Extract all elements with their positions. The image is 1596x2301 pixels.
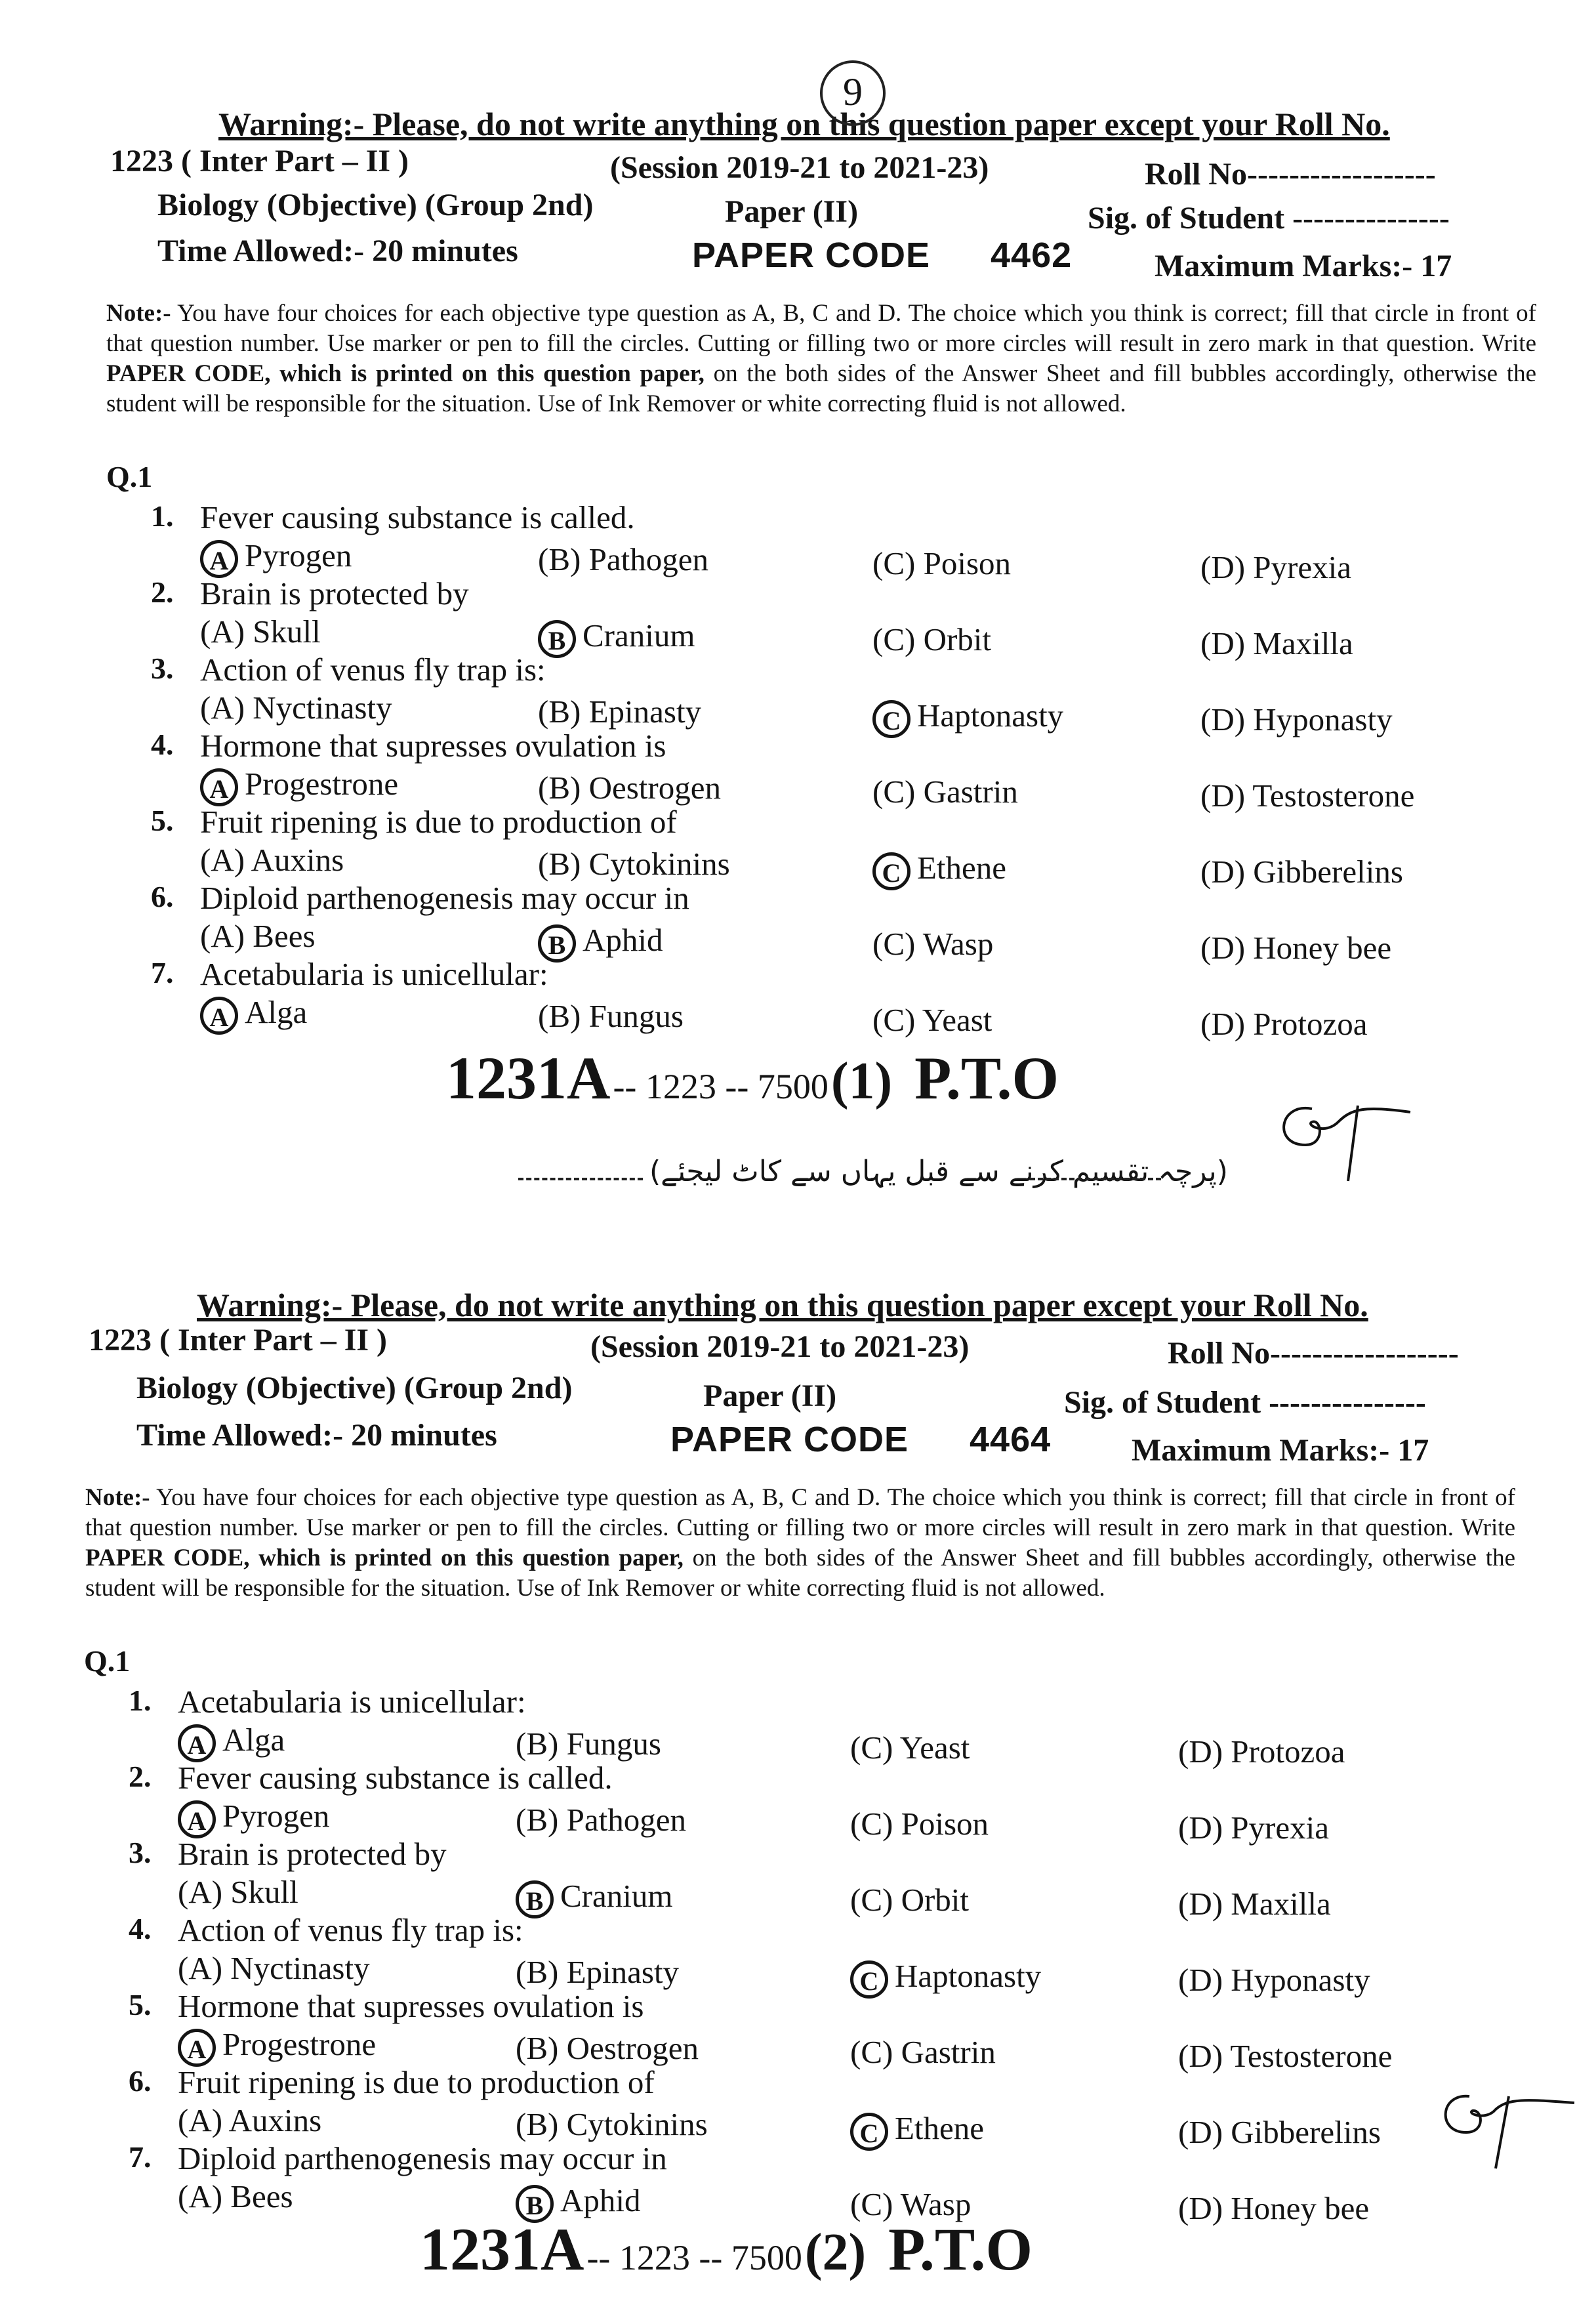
question-text: Diploid parthenogenesis may occur in — [178, 2140, 667, 2176]
option-text: Alga — [222, 1722, 285, 1758]
roll-no: Roll No------------------ — [1168, 1336, 1459, 1371]
footer-page: (1) — [830, 1052, 893, 1110]
option-text: Auxins — [228, 2102, 322, 2138]
option-a[interactable] — [178, 1721, 285, 1762]
option-a[interactable] — [178, 1949, 370, 1987]
option-c[interactable] — [872, 925, 993, 963]
option-c[interactable] — [850, 2033, 996, 2071]
option-d[interactable] — [1200, 549, 1351, 586]
selected-answer-circle[interactable]: C — [850, 1960, 888, 1999]
question-number: 4. — [151, 728, 174, 761]
option-text: Epinasty — [566, 1954, 680, 1990]
selected-answer-circle[interactable]: B — [538, 924, 576, 963]
option-letter: (C) — [850, 1730, 900, 1766]
option-d[interactable] — [1178, 2189, 1369, 2227]
maximum-marks: Maximum Marks:- 17 — [1132, 1433, 1429, 1468]
option-text: Skull — [230, 1874, 298, 1910]
option-text: Poison — [923, 545, 1012, 581]
option-b[interactable] — [516, 2029, 699, 2067]
option-d[interactable] — [1178, 1885, 1331, 1922]
option-c[interactable] — [850, 1805, 989, 1842]
selected-answer-circle[interactable]: A — [178, 1800, 216, 1838]
option-text: Yeast — [899, 1730, 970, 1766]
option-text: Cranium — [583, 617, 695, 653]
option-letter: (A) — [200, 613, 253, 650]
option-letter: (B) — [516, 2030, 567, 2066]
footer-page: (2) — [804, 2224, 867, 2281]
footer-serial: -- 1223 -- 7500 — [586, 2238, 802, 2277]
option-letter: (C) — [872, 926, 923, 962]
option-text: Epinasty — [588, 694, 702, 730]
option-b[interactable] — [538, 769, 721, 806]
option-b[interactable] — [538, 921, 663, 963]
option-text: Gibberelins — [1253, 854, 1403, 890]
option-letter: (B) — [538, 541, 589, 577]
option-letter: (A) — [200, 690, 253, 726]
option-c[interactable] — [872, 621, 991, 658]
question-number: 6. — [129, 2064, 152, 2098]
option-letter: (A) — [200, 842, 251, 878]
question-number: 5. — [129, 1988, 152, 2021]
option-d[interactable] — [1178, 1961, 1370, 1999]
option-a[interactable] — [200, 841, 344, 879]
question-text: Fever causing substance is called. — [178, 1760, 613, 1796]
session: (Session 2019-21 to 2021-23) — [590, 1329, 970, 1364]
option-b[interactable] — [538, 541, 708, 578]
option-a[interactable] — [200, 537, 352, 578]
paper-code: 4462 — [991, 236, 1073, 275]
option-d[interactable] — [1200, 929, 1391, 966]
option-b[interactable] — [538, 997, 684, 1035]
option-letter: (B) — [538, 694, 589, 730]
option-text: Pyrogen — [245, 537, 352, 573]
selected-answer-circle[interactable]: A — [178, 2029, 216, 2067]
option-text: Honey bee — [1253, 930, 1392, 966]
question-number: 6. — [151, 880, 174, 913]
footer — [420, 2214, 1033, 2284]
option-letter: (C) — [850, 2186, 901, 2222]
option-a[interactable] — [200, 993, 307, 1035]
question-text: Fever causing substance is called. — [200, 499, 635, 535]
warning-text: Warning:- Please, do not write anything on this question paper except your Roll No. — [218, 106, 1390, 142]
question-number: 1. — [151, 499, 174, 533]
question-number: 3. — [129, 1836, 152, 1869]
option-text: Ethene — [917, 850, 1007, 886]
option-letter: (D) — [1200, 701, 1254, 737]
option-a[interactable] — [178, 1797, 329, 1838]
student-signature: Sig. of Student --------------- — [1088, 201, 1450, 236]
option-text: Wasp — [900, 2186, 972, 2222]
question-number: 3. — [151, 652, 174, 685]
question-text: Acetabularia is unicellular: — [178, 1684, 526, 1720]
option-text: Orbit — [901, 1882, 970, 1918]
option-letter: (D) — [1178, 1886, 1231, 1922]
option-text: Gastrin — [923, 774, 1018, 810]
option-text: Haptonasty — [895, 1958, 1042, 1994]
option-d[interactable] — [1200, 625, 1353, 662]
option-text: Pathogen — [588, 541, 708, 577]
option-letter: (D) — [1178, 1810, 1231, 1846]
option-letter: (D) — [1200, 1006, 1254, 1042]
note-text-bold: PAPER CODE, which is printed on this question paper, — [85, 1544, 684, 1571]
question-number: 1. — [129, 1684, 152, 1717]
question-text: Fruit ripening is due to production of — [178, 2064, 655, 2100]
option-letter: (C) — [850, 2034, 901, 2070]
option-c[interactable] — [850, 2109, 984, 2151]
option-text: Aphid — [560, 2182, 641, 2218]
option-text: Honey bee — [1231, 2190, 1370, 2226]
question-text: Brain is protected by — [178, 1836, 447, 1872]
option-letter: (B) — [538, 770, 589, 806]
question-number: 7. — [129, 2140, 152, 2174]
selected-answer-circle[interactable]: B — [516, 2185, 554, 2223]
question-number: 5. — [151, 804, 174, 837]
footer-code: 1231A — [446, 1045, 611, 1111]
option-letter: (A) — [178, 2178, 231, 2214]
selected-answer-circle[interactable]: B — [538, 620, 576, 658]
option-text: Progestrone — [245, 766, 399, 802]
option-text: Cranium — [560, 1878, 673, 1914]
option-d[interactable] — [1200, 1005, 1367, 1043]
time-allowed: Time Allowed:- 20 minutes — [136, 1418, 497, 1453]
cut-line-instruction: (پرچہ تقسیم کرنے سے قبل یہاں سے کاٹ لیجئے) — [649, 1155, 1228, 1188]
option-letter: (B) — [538, 998, 589, 1034]
option-text: Protozoa — [1231, 1733, 1345, 1770]
note-text-2: on the both sides of the Answer Sheet and fill bubbles accordingly, otherwise the student will be responsible for the situation. Use of Ink Remover or white correcting fluid is not allowed. — [85, 1544, 1516, 1602]
question-text: Action of venus fly trap is: — [178, 1912, 523, 1948]
option-letter: (C) — [872, 545, 924, 581]
option-d[interactable] — [1178, 1733, 1345, 1770]
note-text-2: on the both sides of the Answer Sheet and fill bubbles accordingly, otherwise the student will be responsible for the situation. Use of Ink Remover or white correcting fluid is not allowed. — [106, 360, 1537, 417]
selected-answer-circle[interactable]: C — [872, 700, 911, 738]
question-number: 2. — [151, 575, 174, 609]
option-c[interactable] — [850, 1957, 1041, 1999]
session: (Session 2019-21 to 2021-23) — [610, 150, 989, 185]
cut-line-right — [1030, 1178, 1161, 1180]
option-b[interactable] — [538, 617, 695, 658]
selected-answer-circle[interactable]: A — [178, 1724, 216, 1762]
option-b[interactable] — [516, 1953, 679, 1991]
footer — [446, 1043, 1059, 1113]
question-number: 4. — [129, 1912, 152, 1945]
option-a[interactable] — [200, 765, 398, 806]
option-d[interactable] — [1200, 777, 1414, 814]
subject: Biology (Objective) (Group 2nd) — [157, 188, 594, 222]
option-letter: (D) — [1178, 1962, 1231, 1998]
option-b[interactable] — [538, 693, 701, 730]
footer-code: 1231A — [420, 2216, 584, 2283]
handwritten-mark: 9 — [820, 60, 886, 126]
option-a[interactable] — [178, 2178, 293, 2215]
note-text-1: You have four choices for each objective type question as A, B, C and D. The choice which you think is correct; fill that circle in front of that question number. Use marker or pen to fill the circles. Cutting or filling two or more circles will result in zero mark in that question. Write — [85, 1484, 1515, 1541]
student-signature: Sig. of Student --------------- — [1064, 1385, 1426, 1420]
option-letter: (B) — [516, 1802, 567, 1838]
option-text: Gastrin — [901, 2034, 996, 2070]
signature-mark-1 — [1266, 1083, 1463, 1191]
paper-code-label: PAPER CODE — [670, 1420, 909, 1459]
option-letter: (A) — [200, 918, 253, 954]
option-c[interactable] — [850, 1881, 969, 1918]
note-prefix: Note:- — [85, 1484, 150, 1511]
option-text: Wasp — [922, 926, 994, 962]
option-b[interactable] — [538, 845, 730, 882]
option-text: Skull — [253, 613, 321, 650]
question-text: Brain is protected by — [200, 575, 469, 612]
option-letter: (C) — [850, 1882, 901, 1918]
option-d[interactable] — [1178, 1809, 1329, 1846]
selected-answer-circle[interactable]: A — [200, 540, 238, 578]
option-text: Bees — [253, 918, 316, 954]
class-line: 1223 ( Inter Part – II ) — [89, 1323, 388, 1358]
instructions-note — [106, 299, 1536, 419]
option-letter: (B) — [516, 1726, 567, 1762]
option-letter: (D) — [1178, 2114, 1231, 2150]
option-letter: (D) — [1200, 549, 1254, 585]
option-letter: (A) — [178, 2102, 229, 2138]
option-text: Pyrogen — [222, 1798, 330, 1834]
question-text: Hormone that supresses ovulation is — [178, 1988, 644, 2024]
option-a[interactable] — [200, 917, 316, 955]
option-text: Orbit — [923, 621, 992, 657]
question-number: 7. — [151, 956, 174, 989]
option-text: Hyponasty — [1231, 1962, 1370, 1998]
option-b[interactable] — [516, 2105, 708, 2143]
paper-code: 4464 — [970, 1420, 1052, 1459]
instructions-note — [85, 1483, 1515, 1604]
note-text-1: You have four choices for each objective type question as A, B, C and D. The choice which you think is correct; fill that circle in front of that question number. Use marker or pen to fill the circles. Cutting or filling two or more circles will result in zero mark in that question. Write — [106, 300, 1536, 357]
option-text: Pyrexia — [1231, 1810, 1329, 1846]
option-a[interactable] — [200, 613, 321, 650]
option-letter: (C) — [850, 1806, 901, 1842]
subject: Biology (Objective) (Group 2nd) — [136, 1371, 573, 1405]
option-text: Nyctinasty — [253, 690, 392, 726]
option-text: Maxilla — [1253, 625, 1353, 661]
option-text: Testosterone — [1230, 2038, 1393, 2074]
note-text-bold: PAPER CODE, which is printed on this question paper, — [106, 360, 705, 387]
option-a[interactable] — [200, 689, 392, 726]
option-c[interactable] — [872, 773, 1018, 810]
option-text: Oestrogen — [566, 2030, 699, 2066]
option-text: Gibberelins — [1231, 2114, 1381, 2150]
option-c[interactable] — [850, 1729, 970, 1766]
option-b[interactable] — [516, 1801, 686, 1838]
option-letter: (D) — [1200, 854, 1254, 890]
option-text: Auxins — [251, 842, 344, 878]
cut-line-left — [518, 1178, 643, 1180]
option-letter: (B) — [538, 846, 589, 882]
option-text: Testosterone — [1252, 777, 1415, 814]
paper-number: Paper (II) — [725, 194, 859, 229]
option-d[interactable] — [1200, 853, 1403, 890]
option-a[interactable] — [178, 2025, 376, 2067]
option-text: Bees — [230, 2178, 293, 2214]
maximum-marks: Maximum Marks:- 17 — [1155, 249, 1452, 283]
roll-no: Roll No------------------ — [1145, 157, 1436, 192]
question-text: Hormone that supresses ovulation is — [200, 728, 666, 764]
note-prefix: Note:- — [106, 300, 171, 327]
selected-answer-circle[interactable]: C — [850, 2113, 888, 2151]
class-line: 1223 ( Inter Part – II ) — [110, 144, 409, 178]
option-d[interactable] — [1200, 701, 1393, 738]
option-c[interactable] — [872, 1001, 992, 1039]
option-letter: (C) — [872, 621, 924, 657]
paper-number: Paper (II) — [703, 1379, 837, 1413]
question-heading: Q.1 — [106, 460, 153, 493]
option-letter: (D) — [1200, 625, 1254, 661]
option-text: Pathogen — [566, 1802, 686, 1838]
option-c[interactable] — [872, 849, 1006, 890]
option-letter: (B) — [516, 1954, 567, 1990]
footer-pto: P.T.O — [914, 1045, 1059, 1111]
option-letter: (D) — [1178, 2190, 1231, 2226]
option-text: Maxilla — [1231, 1886, 1331, 1922]
footer-serial: -- 1223 -- 7500 — [613, 1067, 829, 1106]
option-text: Alga — [245, 994, 308, 1030]
option-letter: (D) — [1200, 930, 1254, 966]
paper-code-label: PAPER CODE — [692, 236, 931, 275]
option-text: Pyrexia — [1253, 549, 1351, 585]
question-text: Action of venus fly trap is: — [200, 652, 546, 688]
option-a[interactable] — [178, 1873, 298, 1911]
signature-mark-2 — [1430, 2070, 1581, 2178]
option-letter: (C) — [872, 1002, 922, 1038]
selected-answer-circle[interactable]: A — [200, 768, 238, 806]
option-text: Fungus — [588, 998, 684, 1034]
option-text: Fungus — [566, 1726, 661, 1762]
option-text: Hyponasty — [1253, 701, 1393, 737]
option-c[interactable] — [872, 545, 1011, 582]
option-letter: (A) — [178, 1874, 231, 1910]
time-allowed: Time Allowed:- 20 minutes — [157, 234, 518, 268]
selected-answer-circle[interactable]: B — [516, 1880, 554, 1918]
option-letter: (D) — [1178, 1733, 1231, 1770]
option-letter: (B) — [516, 2106, 567, 2142]
question-number: 2. — [129, 1760, 152, 1793]
option-text: Ethene — [895, 2110, 985, 2146]
question-text: Diploid parthenogenesis may occur in — [200, 880, 689, 916]
option-d[interactable] — [1178, 2113, 1381, 2151]
option-letter: (D) — [1178, 2038, 1231, 2074]
option-letter: (D) — [1200, 777, 1253, 814]
selected-answer-circle[interactable]: A — [200, 997, 238, 1035]
option-a[interactable] — [178, 2102, 321, 2139]
option-d[interactable] — [1178, 2037, 1392, 2075]
footer-pto: P.T.O — [888, 2216, 1033, 2283]
option-text: Progestrone — [222, 2026, 377, 2062]
option-text: Nyctinasty — [230, 1950, 370, 1986]
option-text: Cytokinins — [566, 2106, 708, 2142]
option-text: Poison — [901, 1806, 989, 1842]
option-letter: (A) — [178, 1950, 231, 1986]
question-heading: Q.1 — [84, 1644, 131, 1678]
warning-text: Warning:- Please, do not write anything on this question paper except your Roll No. — [197, 1287, 1368, 1323]
question-text: Fruit ripening is due to production of — [200, 804, 677, 840]
option-text: Aphid — [583, 922, 663, 958]
option-text: Protozoa — [1253, 1006, 1368, 1042]
option-b[interactable] — [516, 1725, 661, 1762]
option-b[interactable] — [516, 1877, 672, 1918]
option-text: Cytokinins — [588, 846, 730, 882]
option-c[interactable] — [872, 697, 1063, 738]
option-text: Haptonasty — [917, 697, 1064, 734]
question-text: Acetabularia is unicellular: — [200, 956, 548, 992]
selected-answer-circle[interactable]: C — [872, 852, 911, 890]
option-text: Oestrogen — [588, 770, 721, 806]
option-letter: (C) — [872, 774, 924, 810]
option-text: Yeast — [922, 1002, 992, 1038]
